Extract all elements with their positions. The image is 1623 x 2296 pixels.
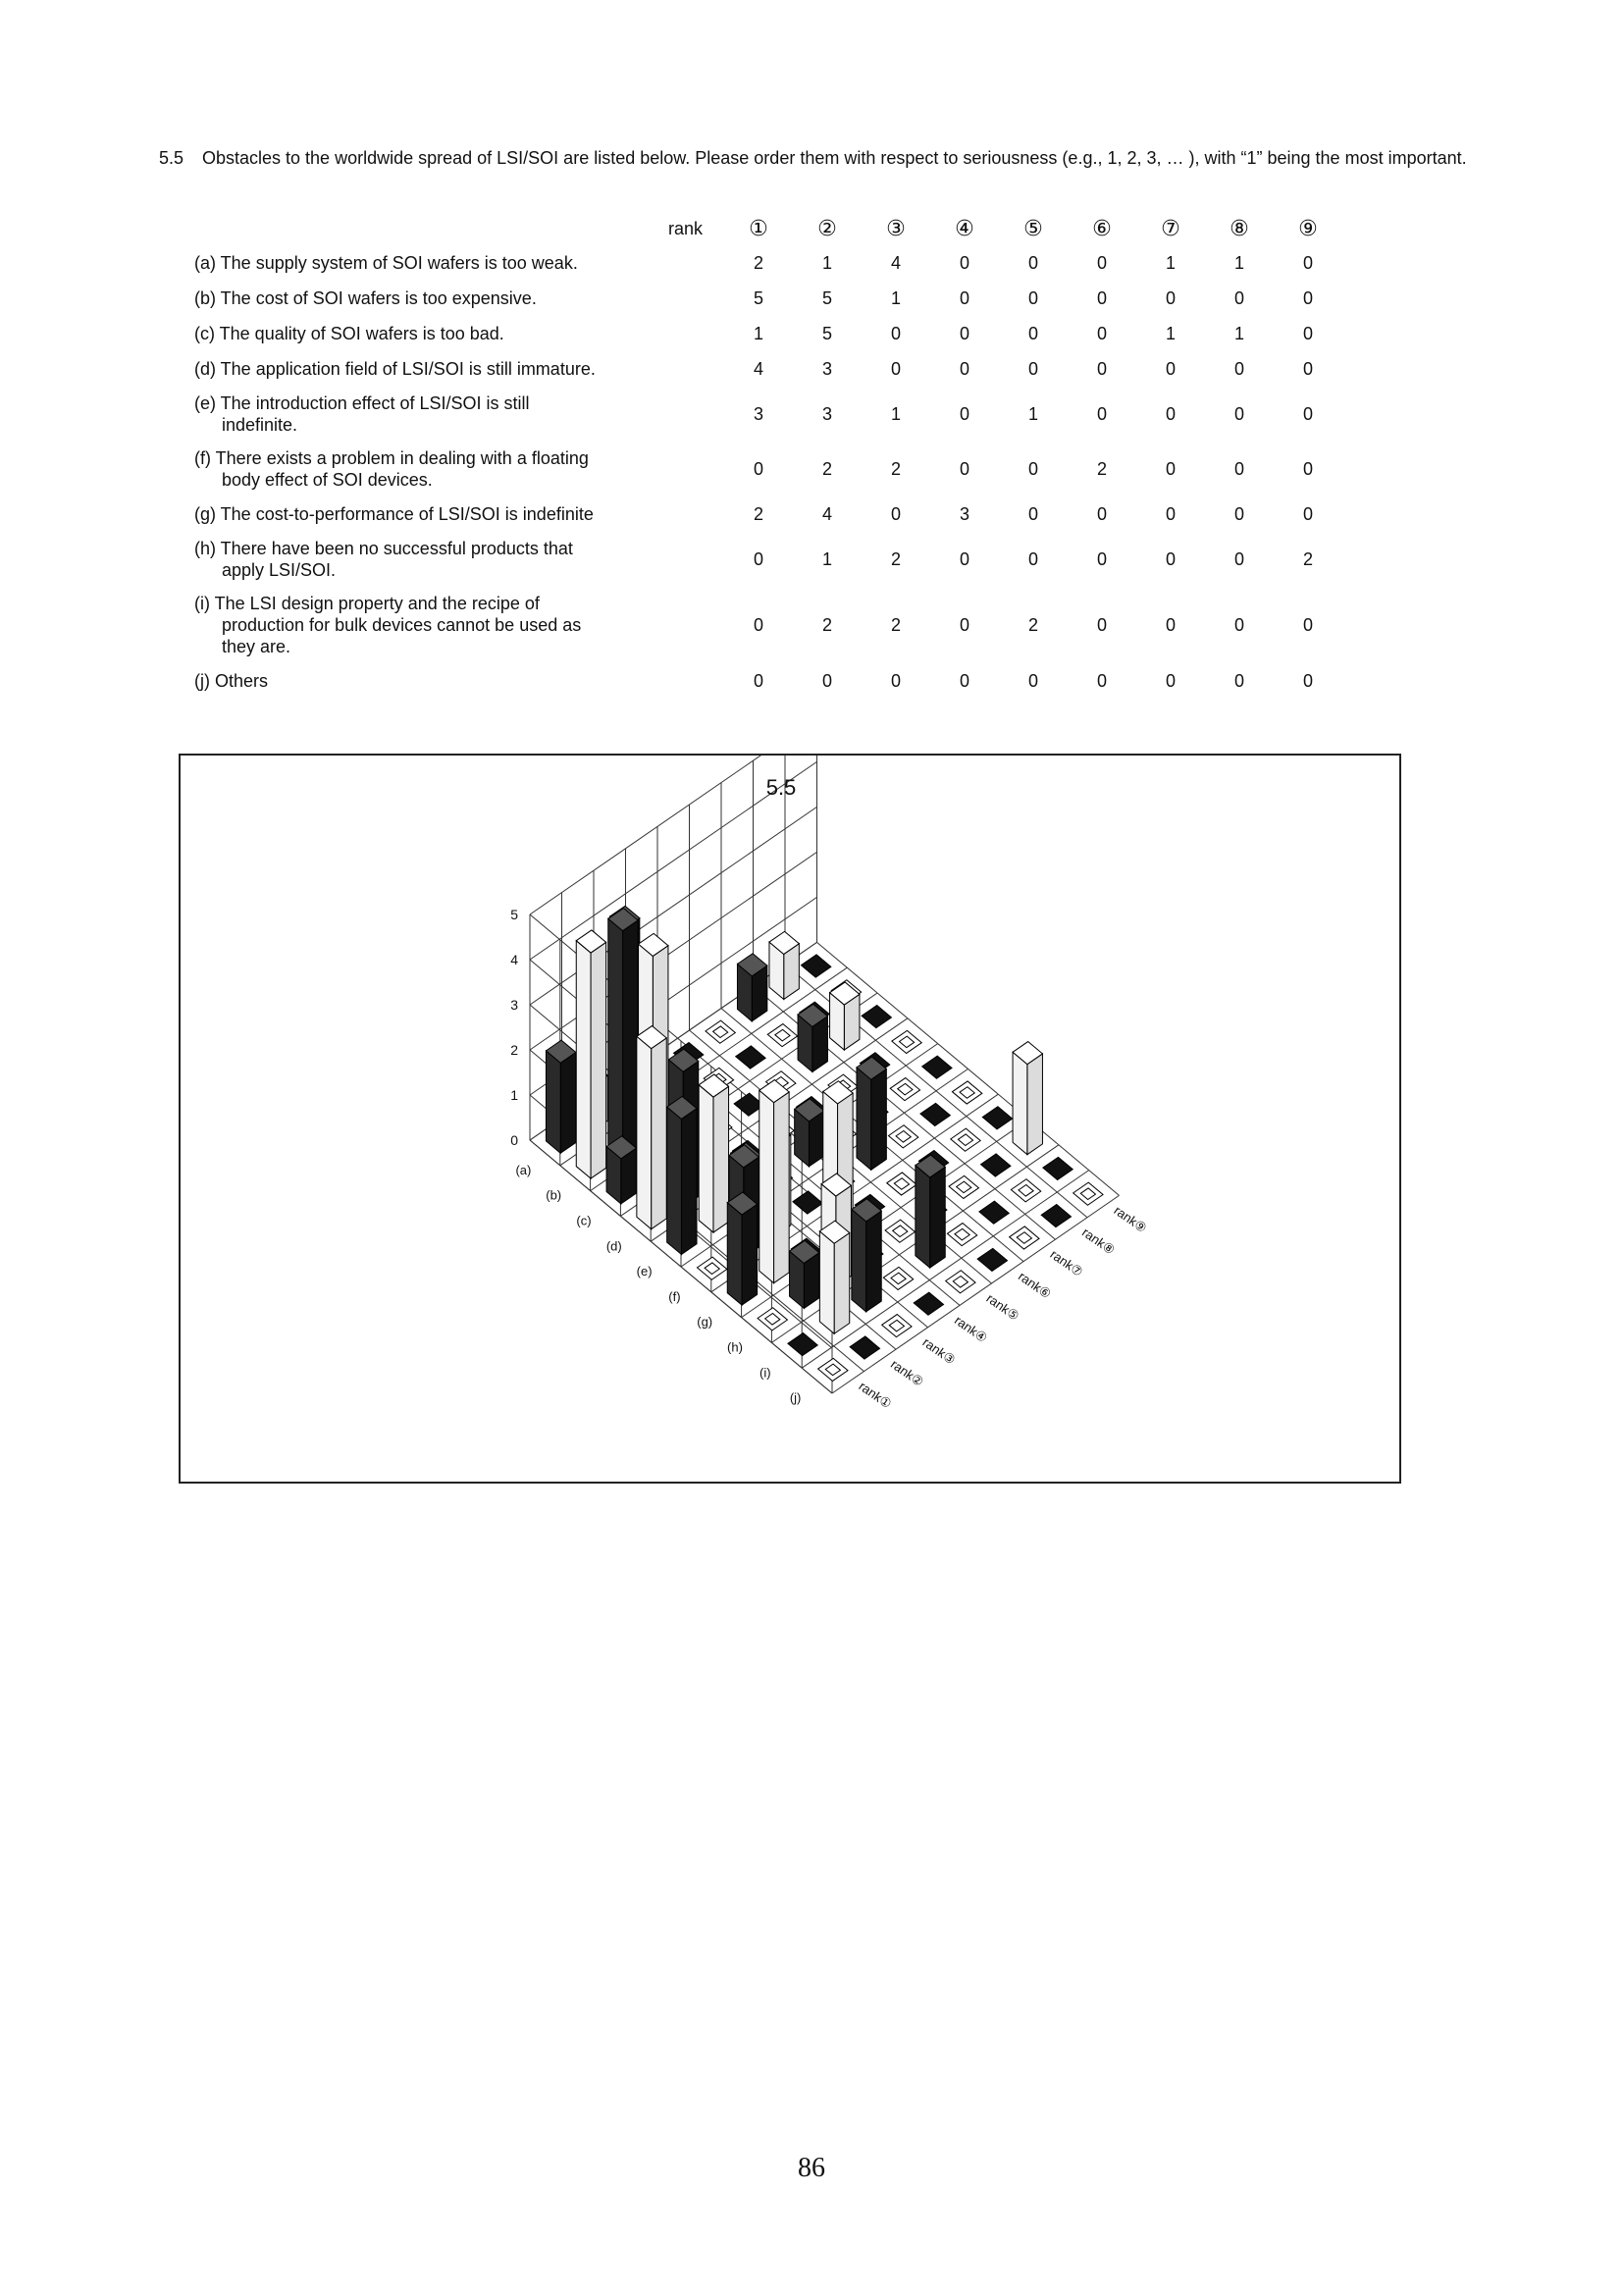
rank-count-cell: 0: [959, 458, 969, 479]
rank-count-cell: 0: [1233, 548, 1244, 569]
rank-count-cell: 0: [753, 458, 763, 479]
obstacle-item: [194, 387, 724, 442]
bar-front-face: [652, 1038, 667, 1229]
table-row: [194, 281, 1342, 316]
obstacle-text-line: (d) The application field of LSI/SOI is still immature.: [194, 359, 596, 379]
rank-count-cell: 0: [1302, 323, 1313, 343]
z-tick-label: 1: [510, 1087, 518, 1103]
rank-count-cell: 0: [753, 670, 763, 691]
bar-front-face: [1027, 1054, 1043, 1155]
rank-count-cell: 1: [1165, 323, 1176, 343]
zero-marker: [1043, 1157, 1073, 1179]
category-label: (g): [697, 1314, 713, 1330]
rank-header: ⑥: [1092, 216, 1112, 240]
z-tick-label: 0: [510, 1132, 518, 1148]
table-row: [194, 496, 1342, 532]
series-label: rank⑨: [1111, 1202, 1150, 1236]
obstacle-item: [194, 587, 724, 663]
zero-marker: [801, 955, 830, 977]
rank-count-cell: 0: [1096, 614, 1107, 635]
rank-count-cell: 2: [890, 614, 901, 635]
category-label: (d): [605, 1238, 622, 1254]
category-label: (e): [636, 1264, 653, 1279]
obstacle-item: [194, 496, 724, 532]
rank-count-cell: 0: [753, 614, 763, 635]
rank-count-cell: 2: [821, 614, 832, 635]
obstacle-text-line: they are.: [222, 637, 291, 656]
zero-marker: [788, 1333, 817, 1356]
chart-frame: [179, 754, 1401, 1484]
rank-header: ③: [886, 216, 906, 240]
obstacle-text-line: (c) The quality of SOI wafers is too bad.: [194, 324, 504, 343]
rank-count-cell: 0: [959, 548, 969, 569]
obstacle-text-line: (b) The cost of SOI wafers is too expensive.: [194, 288, 537, 308]
obstacle-text-line: apply LSI/SOI.: [222, 560, 337, 580]
zero-marker: [793, 1191, 822, 1214]
rank-count-cell: 0: [821, 670, 832, 691]
rank-count-cell: 5: [753, 287, 763, 308]
rank-count-cell: 3: [753, 403, 763, 424]
z-tick-label: 3: [510, 997, 518, 1013]
rank-count-cell: 1: [1233, 252, 1244, 273]
question-text: Obstacles to the worldwide spread of LSI/SOI are listed below. Please order them with respect to seriousness (e.g., 1, 2, 3, … ), with “1” being the most important.: [202, 148, 1467, 168]
rank-count-cell: 3: [821, 358, 832, 379]
table-row: [194, 387, 1342, 442]
obstacle-item: [194, 442, 724, 496]
table-row: [194, 587, 1342, 663]
bar-side-face: [852, 1209, 866, 1311]
bar-front-face: [742, 1204, 758, 1305]
rank-count-cell: 0: [1027, 287, 1038, 308]
rank-count-cell: 0: [1027, 548, 1038, 569]
zero-marker: [1041, 1205, 1071, 1227]
rank-count-cell: 2: [753, 252, 763, 273]
bar-side-face: [759, 1090, 774, 1282]
rank-count-cell: 0: [1302, 403, 1313, 424]
bar-front-face: [681, 1109, 697, 1255]
rank-count-cell: 0: [1165, 358, 1176, 379]
survey-body: [194, 245, 1342, 699]
bar-side-face: [727, 1203, 742, 1305]
bar3d-chart: [181, 756, 1399, 1482]
rank-count-cell: 1: [821, 548, 832, 569]
table-row: [194, 663, 1342, 699]
page-number: 86: [798, 2153, 825, 2183]
rank-count-cell: 0: [1096, 548, 1107, 569]
rank-count-cell: 2: [1302, 548, 1313, 569]
rank-header-row: [194, 212, 1342, 245]
rank-count-cell: 1: [1027, 403, 1038, 424]
table-row: [194, 532, 1342, 587]
table-row: [194, 442, 1342, 496]
rank-count-cell: 0: [1165, 287, 1176, 308]
zero-marker: [862, 1006, 891, 1028]
rank-header: ⑧: [1230, 216, 1249, 240]
rank-count-cell: 0: [1165, 670, 1176, 691]
rank-count-cell: 0: [1233, 403, 1244, 424]
survey-table: [194, 212, 1342, 699]
bar-front-face: [834, 1233, 850, 1334]
rank-count-cell: 0: [890, 358, 901, 379]
rank-count-cell: 0: [959, 670, 969, 691]
rank-count-cell: 0: [1165, 614, 1176, 635]
zero-marker: [736, 1046, 765, 1069]
series-label: rank④: [952, 1312, 990, 1346]
bar-side-face: [916, 1166, 930, 1268]
series-label: rank⑧: [1079, 1225, 1118, 1258]
category-label: (f): [668, 1288, 681, 1304]
obstacle-text-line: (a) The supply system of SOI wafers is too weak.: [194, 253, 578, 273]
rank-count-cell: 0: [1165, 503, 1176, 524]
table-row: [194, 351, 1342, 387]
rank-count-cell: 2: [890, 458, 901, 479]
rank-count-cell: 0: [1302, 458, 1313, 479]
rank-count-cell: 1: [1165, 252, 1176, 273]
rank-count-cell: 0: [1302, 358, 1313, 379]
obstacle-text-line: (f) There exists a problem in dealing with a floating: [194, 448, 589, 468]
bar-side-face: [699, 1085, 713, 1232]
rank-count-cell: 0: [1165, 548, 1176, 569]
category-label: (a): [515, 1162, 532, 1177]
rank-count-cell: 0: [1096, 323, 1107, 343]
rank-count-cell: 4: [821, 503, 832, 524]
rank-header: ⑨: [1298, 216, 1318, 240]
rank-count-cell: 0: [1096, 287, 1107, 308]
bar-side-face: [857, 1068, 871, 1170]
rank-count-cell: 3: [821, 403, 832, 424]
rank-count-cell: 2: [753, 503, 763, 524]
z-tick-label: 5: [510, 907, 518, 922]
rank-count-cell: 0: [890, 323, 901, 343]
rank-count-cell: 0: [1233, 614, 1244, 635]
bar-side-face: [1013, 1052, 1027, 1154]
bar-front-face: [623, 920, 639, 1157]
rank-count-cell: 0: [1233, 670, 1244, 691]
rank-count-cell: 0: [959, 287, 969, 308]
rank-count-cell: 0: [1027, 503, 1038, 524]
series-label: rank⑥: [1016, 1268, 1054, 1302]
rank-count-cell: 1: [890, 403, 901, 424]
series-label: rank③: [919, 1334, 959, 1368]
z-tick-label: 2: [510, 1042, 518, 1058]
rank-count-cell: 0: [890, 670, 901, 691]
rank-count-cell: 1: [890, 287, 901, 308]
bar-front-face: [871, 1070, 887, 1171]
obstacle-text-line: (g) The cost-to-performance of LSI/SOI is indefinite: [194, 504, 594, 524]
rank-count-cell: 0: [1096, 252, 1107, 273]
obstacle-text-line: (j) Others: [194, 671, 269, 691]
obstacle-text-line: indefinite.: [222, 415, 298, 435]
rank-count-cell: 1: [821, 252, 832, 273]
rank-header: ②: [817, 216, 837, 240]
rank-header: ①: [749, 216, 768, 240]
rank-count-cell: 2: [1027, 614, 1038, 635]
category-label: (c): [576, 1213, 592, 1228]
rank-count-cell: 0: [1302, 503, 1313, 524]
z-tick-label: 4: [510, 952, 518, 967]
rank-count-cell: 0: [1165, 403, 1176, 424]
chart-title: 5.5: [765, 775, 797, 800]
obstacle-item: [194, 281, 724, 316]
zero-marker: [977, 1248, 1007, 1271]
rank-header: ⑤: [1023, 216, 1043, 240]
rank-count-cell: 0: [959, 403, 969, 424]
rank-count-cell: 0: [1165, 458, 1176, 479]
rank-header: ⑦: [1161, 216, 1180, 240]
rank-count-cell: 0: [1302, 614, 1313, 635]
rank-count-cell: 2: [890, 548, 901, 569]
bar-side-face: [819, 1231, 834, 1333]
obstacle-text-line: (i) The LSI design property and the recipe of: [194, 594, 540, 613]
bar-side-face: [608, 918, 623, 1156]
bar-side-face: [637, 1036, 652, 1228]
series-label: rank⑤: [983, 1290, 1022, 1324]
category-label: (j): [789, 1390, 802, 1406]
obstacle-item: [194, 245, 724, 281]
rank-count-cell: 0: [1027, 358, 1038, 379]
zero-marker: [979, 1201, 1009, 1224]
zero-marker: [982, 1107, 1012, 1129]
rank-count-cell: 0: [1302, 287, 1313, 308]
obstacle-text-line: production for bulk devices cannot be used as: [222, 615, 582, 635]
rank-count-cell: 0: [890, 503, 901, 524]
zero-marker: [850, 1336, 879, 1359]
rank-count-cell: 0: [1027, 323, 1038, 343]
obstacle-item: [194, 351, 724, 387]
category-label: (h): [727, 1339, 743, 1355]
table-row: [194, 316, 1342, 351]
obstacle-item: [194, 316, 724, 351]
rank-header: ④: [955, 216, 974, 240]
table-row: [194, 245, 1342, 281]
rank-count-cell: 0: [1233, 358, 1244, 379]
rank-count-cell: 4: [753, 358, 763, 379]
series-label: rank①: [856, 1378, 895, 1412]
obstacle-text-line: (e) The introduction effect of LSI/SOI is still: [194, 393, 530, 413]
zero-marker: [922, 1056, 952, 1078]
rank-count-cell: 0: [1096, 358, 1107, 379]
bar-front-face: [930, 1167, 946, 1268]
rank-count-cell: 0: [959, 252, 969, 273]
bar-front-face: [866, 1211, 882, 1312]
bar-front-face: [713, 1086, 729, 1232]
rank-count-cell: 5: [821, 287, 832, 308]
series-label: rank⑦: [1047, 1246, 1086, 1280]
rank-count-cell: 5: [821, 323, 832, 343]
obstacle-text-line: (h) There have been no successful products that: [194, 539, 573, 558]
rank-count-cell: 1: [1233, 323, 1244, 343]
rank-count-cell: 0: [1233, 458, 1244, 479]
rank-label: rank: [667, 218, 703, 238]
bar-side-face: [546, 1051, 560, 1153]
question-number: 5.5: [159, 148, 184, 168]
rank-count-cell: 0: [1027, 458, 1038, 479]
category-label: (b): [546, 1187, 562, 1203]
rank-count-cell: 0: [959, 358, 969, 379]
rank-count-cell: 0: [1233, 503, 1244, 524]
rank-count-cell: 0: [1027, 252, 1038, 273]
rank-count-cell: 4: [890, 252, 901, 273]
rank-count-cell: 0: [753, 548, 763, 569]
rank-count-cell: 0: [1233, 287, 1244, 308]
bar-front-face: [591, 942, 606, 1178]
obstacle-item: [194, 663, 724, 699]
bar-front-face: [774, 1092, 790, 1283]
rank-count-cell: 0: [1096, 670, 1107, 691]
rank-count-cell: 0: [1096, 503, 1107, 524]
category-label: (i): [759, 1365, 771, 1381]
rank-count-cell: 0: [1027, 670, 1038, 691]
zero-marker: [914, 1292, 943, 1315]
bar-side-face: [667, 1107, 682, 1254]
rank-count-cell: 0: [959, 323, 969, 343]
zero-marker: [920, 1103, 950, 1125]
rank-count-cell: 0: [1096, 403, 1107, 424]
rank-count-cell: 1: [753, 323, 763, 343]
bar-front-face: [560, 1053, 576, 1154]
bar-side-face: [576, 941, 591, 1178]
rank-count-cell: 2: [821, 458, 832, 479]
rank-count-cell: 0: [1302, 252, 1313, 273]
zero-marker: [981, 1154, 1011, 1176]
rank-count-cell: 0: [959, 614, 969, 635]
obstacle-text-line: body effect of SOI devices.: [222, 470, 433, 490]
series-label: rank②: [888, 1356, 926, 1390]
rank-count-cell: 3: [959, 503, 969, 524]
obstacle-item: [194, 532, 724, 587]
rank-count-cell: 0: [1302, 670, 1313, 691]
rank-count-cell: 2: [1096, 458, 1107, 479]
